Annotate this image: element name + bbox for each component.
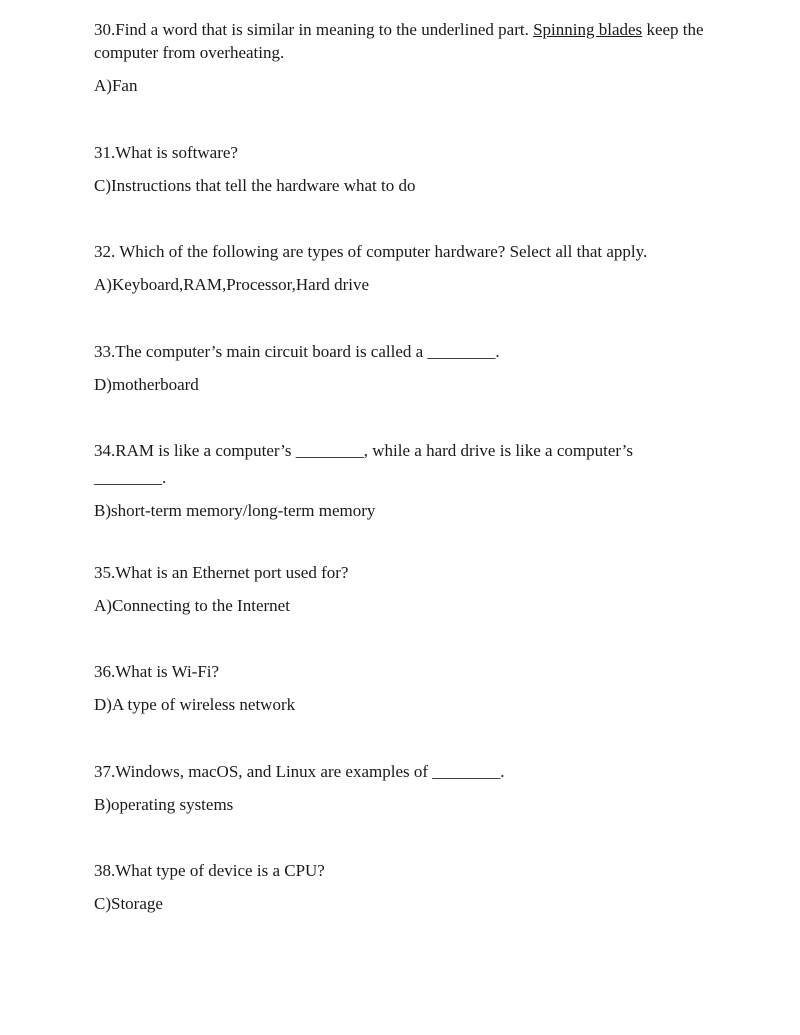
answer-text: C)Storage <box>94 894 163 913</box>
answer-text: C)Instructions that tell the hardware what to do <box>94 176 416 195</box>
answer-text: D)motherboard <box>94 375 199 394</box>
worksheet-page <box>94 0 714 1035</box>
answer-text: D)A type of wireless network <box>94 695 296 714</box>
question-32 <box>94 240 704 296</box>
question-text-line-1: 34.RAM is like a computer’s ________, while a hard drive is like a computer’s <box>94 441 634 460</box>
question-38 <box>94 859 704 915</box>
question-text: 31.What is software? <box>94 143 238 162</box>
question-text: 33.The computer’s main circuit board is called a ________. <box>94 342 500 361</box>
question-36 <box>94 660 704 716</box>
question-text: 35.What is an Ethernet port used for? <box>94 563 349 582</box>
question-text: 30.Find a word that is similar in meaning to the underlined part. Spinning blades keep the computer from overheating. <box>94 20 704 62</box>
question-34 <box>94 439 704 522</box>
answer-text: A)Fan <box>94 76 138 95</box>
answer-text: A)Keyboard,RAM,Processor,Hard drive <box>94 275 370 294</box>
question-30 <box>94 18 704 97</box>
question-text: 36.What is Wi-Fi? <box>94 662 220 681</box>
question-37 <box>94 760 704 816</box>
question-35 <box>94 561 704 617</box>
question-text: 32. Which of the following are types of computer hardware? Select all that apply. <box>94 242 648 261</box>
answer-text: B)short-term memory/long-term memory <box>94 501 376 520</box>
answer-text: A)Connecting to the Internet <box>94 596 290 615</box>
answer-text: B)operating systems <box>94 795 234 814</box>
question-text: 38.What type of device is a CPU? <box>94 861 325 880</box>
underlined-phrase: Spinning blades <box>533 20 643 39</box>
question-text-line-2: ________. <box>94 468 167 487</box>
question-text: 37.Windows, macOS, and Linux are examples of ________. <box>94 762 505 781</box>
question-33 <box>94 340 704 396</box>
question-31 <box>94 141 704 197</box>
